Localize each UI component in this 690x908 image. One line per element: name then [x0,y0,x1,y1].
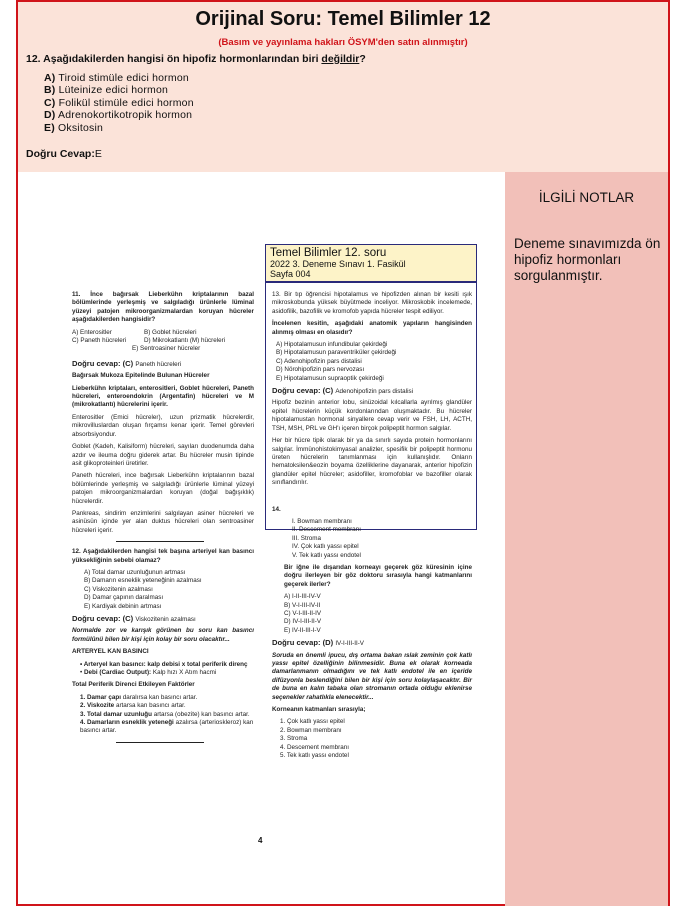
question-text [26,53,366,65]
source-box: Temel Bilimler 12. soru 2022 3. Deneme Sınavı 1. Fasikül Sayfa 004 [265,244,477,282]
option-d: D) Adrenokortikotropik hormon [44,109,193,122]
q12-text: 12. Aşağıdakilerden hangisi tek başına arteriyel kan basıncı yüksekliğinin sebebi olamaz? [72,548,254,564]
option-a: A) Tiroid stimüle edici hormon [44,72,189,84]
q11-text: 11. İnce bağırsak Lieberkühn kriptalarının bazal bölümlerinde yerleşmiş ve salgıladığı ürünlerle lüminal yüzeyi patojen mikroorganizmalardan koruyan hücreler aşağıdakilerden hangisidir? [72,291,254,324]
notes-text: Deneme sınavımızda ön hipofiz hormonları sorgulanmıştır. [514,236,661,283]
q11-answer: Doğru cevap: (C) Paneth hücreleri [72,358,182,368]
option-c: C) Folikül stimüle edici hormon [44,96,194,109]
divider [116,541,204,542]
divider [116,742,204,743]
question-underlined: değildir [321,53,360,65]
copyright-notice: (Basım ve yayınlama hakları ÖSYM'den satın alınmıştır) [218,37,468,48]
q14-answer: Doğru cevap: (D) IV-I-III-II-V [272,638,364,648]
page-title: Orijinal Soru: Temel Bilimler 12 [195,8,491,30]
question-end: ? [359,53,366,65]
option-e: E) Oksitosin [44,121,104,134]
q12-answer: Doğru cevap: (C) Viskozitenin azalması [72,614,196,623]
page-number: 4 [258,836,263,845]
options-list [44,72,194,134]
question-number: 12. [26,53,41,65]
notes-title: İLGİLİ NOTLAR [538,190,635,205]
scan-right-column: 13. Bir tıp öğrencisi hipotalamus ve hipofizden alınan bir kesiti ışık mikroskobunda yüksek büyütmede inceliyor. Mikroskobik incelemede, asidofilik, bazofilik ve kromofob yapıda hücreler tespit ediliyor. İncelenen kesitin, aşağıdaki anatomik yapıların hangisinden alınmış olması en olasıdır? A) Hipotalamusun infundibular çekirdeği B) Hipotalamusun paraventriküler çekirdeği C) Adenohipofizin pars distalisi D) Nörohipofizin pars nervozası E) Hipotalamusun supraoptik çekirdeği Doğru cevap: (C) Adenohipofizin pars distalisi Hipofiz bezinin anterior lobu, sinüzoidal kılcallarla ayrılmış glandüler epitel hücrelerin küçük kordonlarından oluşmaktadır. Bu hücreler hipotalamustan hormonal sinyallere cevap verir ve FSH, LH, ACTH, TSH, MSH, PRL ve GH'ı içeren birçok polipeptit hormon salgılar. Her bir hücre tipik olarak bir ya da sınırlı sayıda protein hormonlarını salgılar. İmmünohistokimyasal analizler, spesifik bir polipeptit hormonu üreten hücrelerin tanımlanması için kullanışlıdır. Onların hematoksilen&eozin boyama özelliklerine dayanarak, anterior hipofizin glandüler epitel hücreler; asidofiller, kromofoblar ve bazofiller olarak sınıflandırılır. 14. I. Bowman membranı II. Descement membranı III. Stroma IV. Çok katlı yassı epitel V. Tek katlı yassı endotel Bir iğne ile dışarıdan korneayı geçerek göz küresinin içine doğru ilerleyen bir göz doktoru sırasıyla hangi katmanlarını geçerek ilerler? A) I-II-III-IV-V B) V-I-III-IV-II C) V-I-III-II-IV D) IV-I-III-II-V E) IV-II-III-I-V Doğru cevap: (D) IV-I-III-II-V Soruda en önemli ipucu, dış ortama bakan ıslak zeminin çok katlı yassı epitel özelliğinin bilinmesidir. Buna ek olarak korneada damarlanmanın olmadığını ve tek katlı endotel ile en içeride difüzyonla beslendiğini bilen bir kişi için soru kolaylaşacaktır. Bir de buna en kalın tabaka olan stromanın ortada olduğu eklenirse seçenekler rahatlıkla elenecektir... Korneanın katmanları sırasıyla; 1. Çok katlı yassı epitel 2. Bowman membranı 3. Stroma 4. Descement membranı 5. Tek katlı yassı endotel [272,291,472,760]
q13-answer: Doğru cevap: (C) Adenohipofizin pars distalisi [272,386,414,396]
correct-answer: Doğru Cevap:E [26,148,102,160]
option-b: B) Lüteinize edici hormon [44,84,169,97]
scan-left-column: 11. İnce bağırsak Lieberkühn kriptalarının bazal bölümlerinde yerleşmiş ve salgıladığı ürünlerle lüminal yüzeyi patojen mikroorganizmalardan koruyan hücreler aşağıdakilerden hangisidir? A) Enterositler B) Goblet hücreleri C) Paneth hücreleri D) Mikrokatlantı (M) hücreleri E) Sentroasiner hücreler Doğru cevap: (C) Paneth hücreleri Bağırsak Mukoza Epitelinde Bulunan Hücreler Lieberkühn kriptaları, enterositleri, Goblet hücreleri, Paneth hücreleri, enteroendokrin (Argentafin) hücreleri ve M (mikrokatlantı) hücrelerini içerir. Enterositler (Emici hücreler), uzun prizmatik hücrelerdir, mikrovilluslardan oluşan fırçamsı kenar içerir. Temel görevleri absorbsiyondur. Goblet (Kadeh, Kalisiform) hücreleri, sayıları duodenumda daha azdır ve ileuma doğru giderek artar. Bu hücreler musin tipinde asit glikoproteinleri üretirler. Paneth hücreleri, ince bağırsak Lieberkühn kriptalarının bazal bölümlerinde yerleşmiş ve salgıladığı ürünlerle lüminal yüzeyi patojen mikroorganizmalardan koruyan (doğal bağışıklık) hücrelerdir. Pankreas, sindirim enzimlerini salgılayan asiner hücreleri ve asinüsün içinde yer alan duktus hücreleri olan sentroasiner hücreleri içerir. 12. Aşağıdakilerden hangisi tek başına arteriyel kan basıncı yüksekliğinin sebebi olamaz? A) Total damar uzunluğunun artması B) Damarın esneklik yeteneğinin azalması C) Viskozitenin azalması D) Damar çapının daralması E) Kardiyak debinin artması Doğru cevap: (C) Viskozitenin azalması Normalde zor ve karışık görünen bu soru kan basıncı formülünü bilen bir kişi için kolay bir soru olacaktır... ARTERYEL KAN BASINCI • Arteryel kan basıncı: kalp debisi x total periferik direnç • Debi (Cardiac Output): Kalp hızı X Atım hacmi Total Periferik Direnci Etkileyen Faktörler 1. Damar çapı daralırsa kan basıncı artar. 2. Viskozite artarsa kan basıncı artar. 3. Total damar uzunluğu artarsa (obezite) kan basıncı artar. 4. Damarların esneklik yeteneği azalırsa (arterioskleroz) kan basıncı artar. [72,291,254,749]
question-stem: Aşağıdakilerden hangisi ön hipofiz hormonlarından biri [43,53,322,65]
